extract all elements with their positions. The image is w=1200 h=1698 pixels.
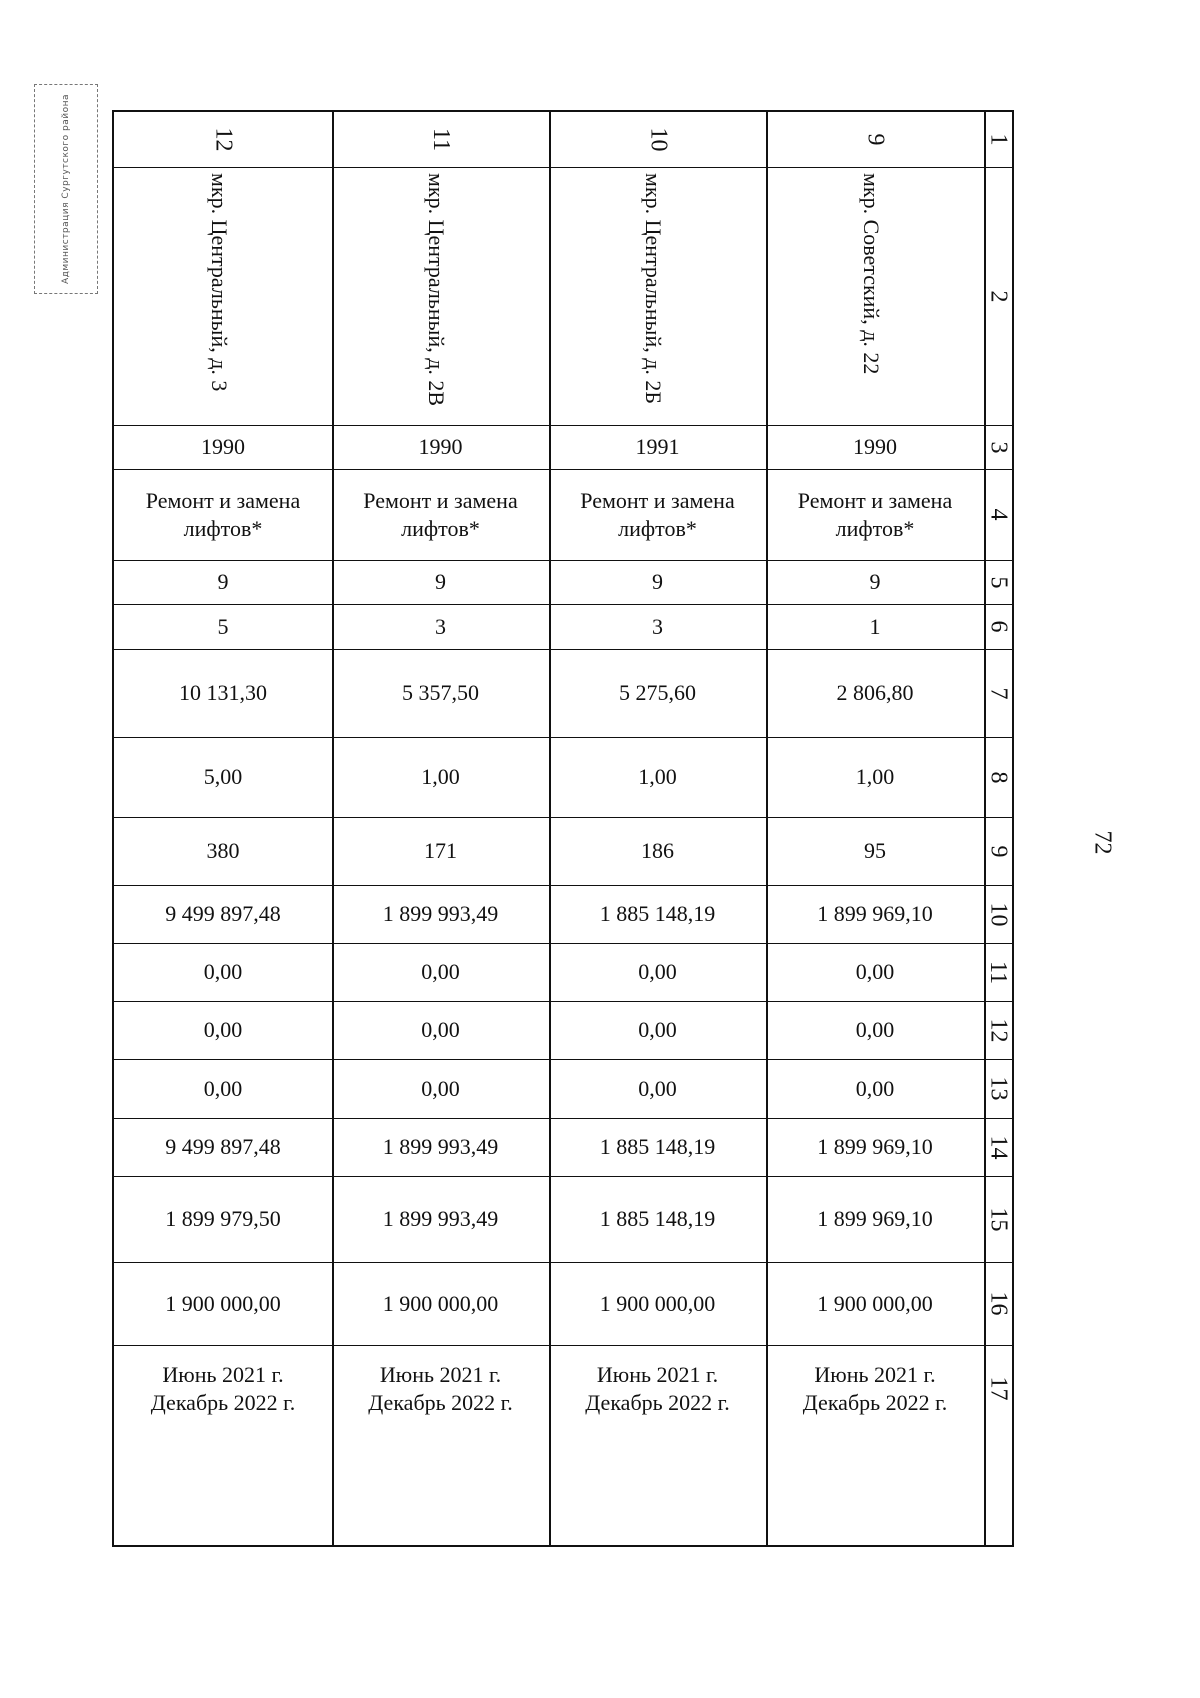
max-cost-cell: 1 900 000,00 xyxy=(165,1290,281,1316)
floors-cell: 9 xyxy=(652,569,663,595)
year-cell: 1990 xyxy=(201,434,245,460)
floors-cell: 9 xyxy=(869,569,881,595)
unit-cost-cell: 1 899 993,49 xyxy=(382,1206,499,1232)
lifts-cell: 5,00 xyxy=(203,764,243,790)
work-period xyxy=(332,1345,549,1432)
lifts-cell: 1,00 xyxy=(855,764,895,790)
record-number-text: 11 xyxy=(427,127,454,152)
column-number xyxy=(984,817,1012,885)
year-cell: 1991 xyxy=(635,434,680,460)
column-number xyxy=(984,737,1012,817)
work-type-cell: Ремонт и замена лифтов* xyxy=(145,488,301,541)
max-cost-cell: 1 900 000,00 xyxy=(382,1290,499,1316)
period-end: Декабрь 2022 г. xyxy=(802,1389,948,1415)
max-cost-cell: 1 900 000,00 xyxy=(599,1290,716,1316)
column-number xyxy=(984,425,1012,469)
floors-cell: 9 xyxy=(435,569,446,595)
record-number xyxy=(549,112,766,167)
row-separator xyxy=(114,167,1012,168)
column-separator xyxy=(332,112,334,1545)
residents-cell: 380 xyxy=(206,838,240,864)
cost-fund-cell: 0,00 xyxy=(855,959,895,985)
cost-total-cell: 1 899 993,49 xyxy=(382,901,499,927)
cost-budget1-cell: 0,00 xyxy=(203,1017,243,1043)
period-start: Июнь 2021 г. xyxy=(596,1362,719,1387)
work-type-cell: Ремонт и замена лифтов* xyxy=(797,488,953,541)
cost-budget2-cell: 0,00 xyxy=(855,1075,895,1101)
period-end: Декабрь 2022 г. xyxy=(150,1389,296,1415)
period-end: Декабрь 2022 г. xyxy=(585,1389,730,1415)
cost-budget2-cell: 0,00 xyxy=(421,1075,460,1101)
cost-owners-cell: 9 499 897,48 xyxy=(165,1134,281,1160)
column-number-text: 16 xyxy=(985,1291,1012,1316)
house-address-text: мкр. Центральный, д. 2В xyxy=(424,173,449,407)
column-number-text: 12 xyxy=(985,1018,1012,1042)
period-start: Июнь 2021 г. xyxy=(162,1362,284,1387)
lifts-cell: 1,00 xyxy=(638,764,677,790)
cost-budget1-cell: 0,00 xyxy=(855,1017,895,1043)
column-number-text: 3 xyxy=(985,441,1012,453)
column-number-text: 5 xyxy=(985,576,1012,588)
record-number xyxy=(114,112,332,167)
cost-budget1-cell: 0,00 xyxy=(421,1017,460,1043)
residents-cell: 171 xyxy=(424,838,457,864)
registration-stamp xyxy=(34,84,98,294)
entrances-cell: 5 xyxy=(217,613,229,639)
column-number-text: 14 xyxy=(985,1135,1012,1159)
work-period xyxy=(114,1345,332,1432)
column-number-text: 2 xyxy=(985,290,1012,302)
area-cell: 5 275,60 xyxy=(619,680,696,706)
record-number-text: 10 xyxy=(645,127,671,152)
work-type-cell: Ремонт и замена лифтов* xyxy=(363,488,518,541)
house-address-text: мкр. Центральный, д. 3 xyxy=(207,173,232,392)
column-number xyxy=(984,1176,1012,1262)
capital-repair-table xyxy=(112,110,1014,1547)
cost-budget2-cell: 0,00 xyxy=(203,1075,243,1101)
column-number xyxy=(984,1001,1012,1059)
column-number xyxy=(984,167,1012,425)
floors-cell: 9 xyxy=(217,569,229,595)
entrances-cell: 3 xyxy=(435,613,446,639)
house-address-text: мкр. Центральный, д. 2Б xyxy=(641,173,666,405)
column-number-text: 4 xyxy=(985,508,1012,521)
column-number-text: 10 xyxy=(985,902,1012,926)
cost-budget2-cell: 0,00 xyxy=(638,1075,677,1101)
column-separator xyxy=(549,112,551,1545)
record-number xyxy=(332,112,549,167)
period-start: Июнь 2021 г. xyxy=(814,1362,936,1387)
column-number xyxy=(984,649,1012,737)
entrances-cell: 1 xyxy=(869,613,881,639)
column-number xyxy=(984,885,1012,943)
column-number xyxy=(984,1262,1012,1345)
area-cell: 2 806,80 xyxy=(836,680,914,706)
cost-owners-cell: 1 899 993,49 xyxy=(382,1134,499,1160)
cost-total-cell: 1 899 969,10 xyxy=(817,901,933,927)
cost-fund-cell: 0,00 xyxy=(421,959,460,985)
column-number-text: 8 xyxy=(985,771,1012,783)
column-number xyxy=(984,560,1012,604)
column-number xyxy=(984,1118,1012,1176)
cost-total-cell: 1 885 148,19 xyxy=(599,901,716,927)
column-number-text: 17 xyxy=(985,1376,1012,1401)
work-period xyxy=(766,1345,984,1432)
column-number xyxy=(984,112,1012,167)
period-end: Декабрь 2022 г. xyxy=(368,1389,513,1415)
work-period xyxy=(549,1345,766,1432)
column-number xyxy=(984,1345,1012,1432)
stamp-text: Администрация Сургутского района xyxy=(61,93,72,285)
unit-cost-cell: 1 899 969,10 xyxy=(817,1206,933,1232)
period-start: Июнь 2021 г. xyxy=(379,1362,502,1387)
column-number xyxy=(984,1059,1012,1118)
entrances-cell: 3 xyxy=(652,613,663,639)
column-number-text: 13 xyxy=(985,1076,1012,1101)
record-number-text: 12 xyxy=(210,127,237,152)
house-address-text: мкр. Советский, д. 22 xyxy=(859,173,884,375)
column-number xyxy=(984,469,1012,560)
record-number xyxy=(766,112,984,167)
column-number-text: 6 xyxy=(985,620,1012,633)
column-number xyxy=(984,604,1012,649)
column-number xyxy=(984,943,1012,1001)
cost-fund-cell: 0,00 xyxy=(203,959,243,985)
lifts-cell: 1,00 xyxy=(421,764,460,790)
column-number-text: 15 xyxy=(985,1207,1012,1231)
column-number-text: 7 xyxy=(985,687,1012,699)
unit-cost-cell: 1 899 979,50 xyxy=(165,1206,281,1232)
cost-total-cell: 9 499 897,48 xyxy=(165,901,281,927)
area-cell: 10 131,30 xyxy=(179,680,267,706)
page-number: 72 xyxy=(1089,830,1116,854)
area-cell: 5 357,50 xyxy=(402,680,479,706)
column-separator xyxy=(766,112,768,1545)
work-type-cell: Ремонт и замена лифтов* xyxy=(580,488,735,541)
column-number-text: 11 xyxy=(985,960,1012,984)
year-cell: 1990 xyxy=(853,434,897,460)
residents-cell: 186 xyxy=(641,838,674,864)
year-cell: 1990 xyxy=(418,434,463,460)
cost-owners-cell: 1 885 148,19 xyxy=(599,1134,716,1160)
cost-owners-cell: 1 899 969,10 xyxy=(817,1134,933,1160)
cost-budget1-cell: 0,00 xyxy=(638,1017,677,1043)
column-number-text: 1 xyxy=(985,133,1012,146)
cost-fund-cell: 0,00 xyxy=(638,959,677,985)
unit-cost-cell: 1 885 148,19 xyxy=(599,1206,716,1232)
column-number-text: 9 xyxy=(985,845,1012,857)
record-number-text: 9 xyxy=(862,133,889,146)
max-cost-cell: 1 900 000,00 xyxy=(817,1290,933,1316)
residents-cell: 95 xyxy=(864,838,886,864)
